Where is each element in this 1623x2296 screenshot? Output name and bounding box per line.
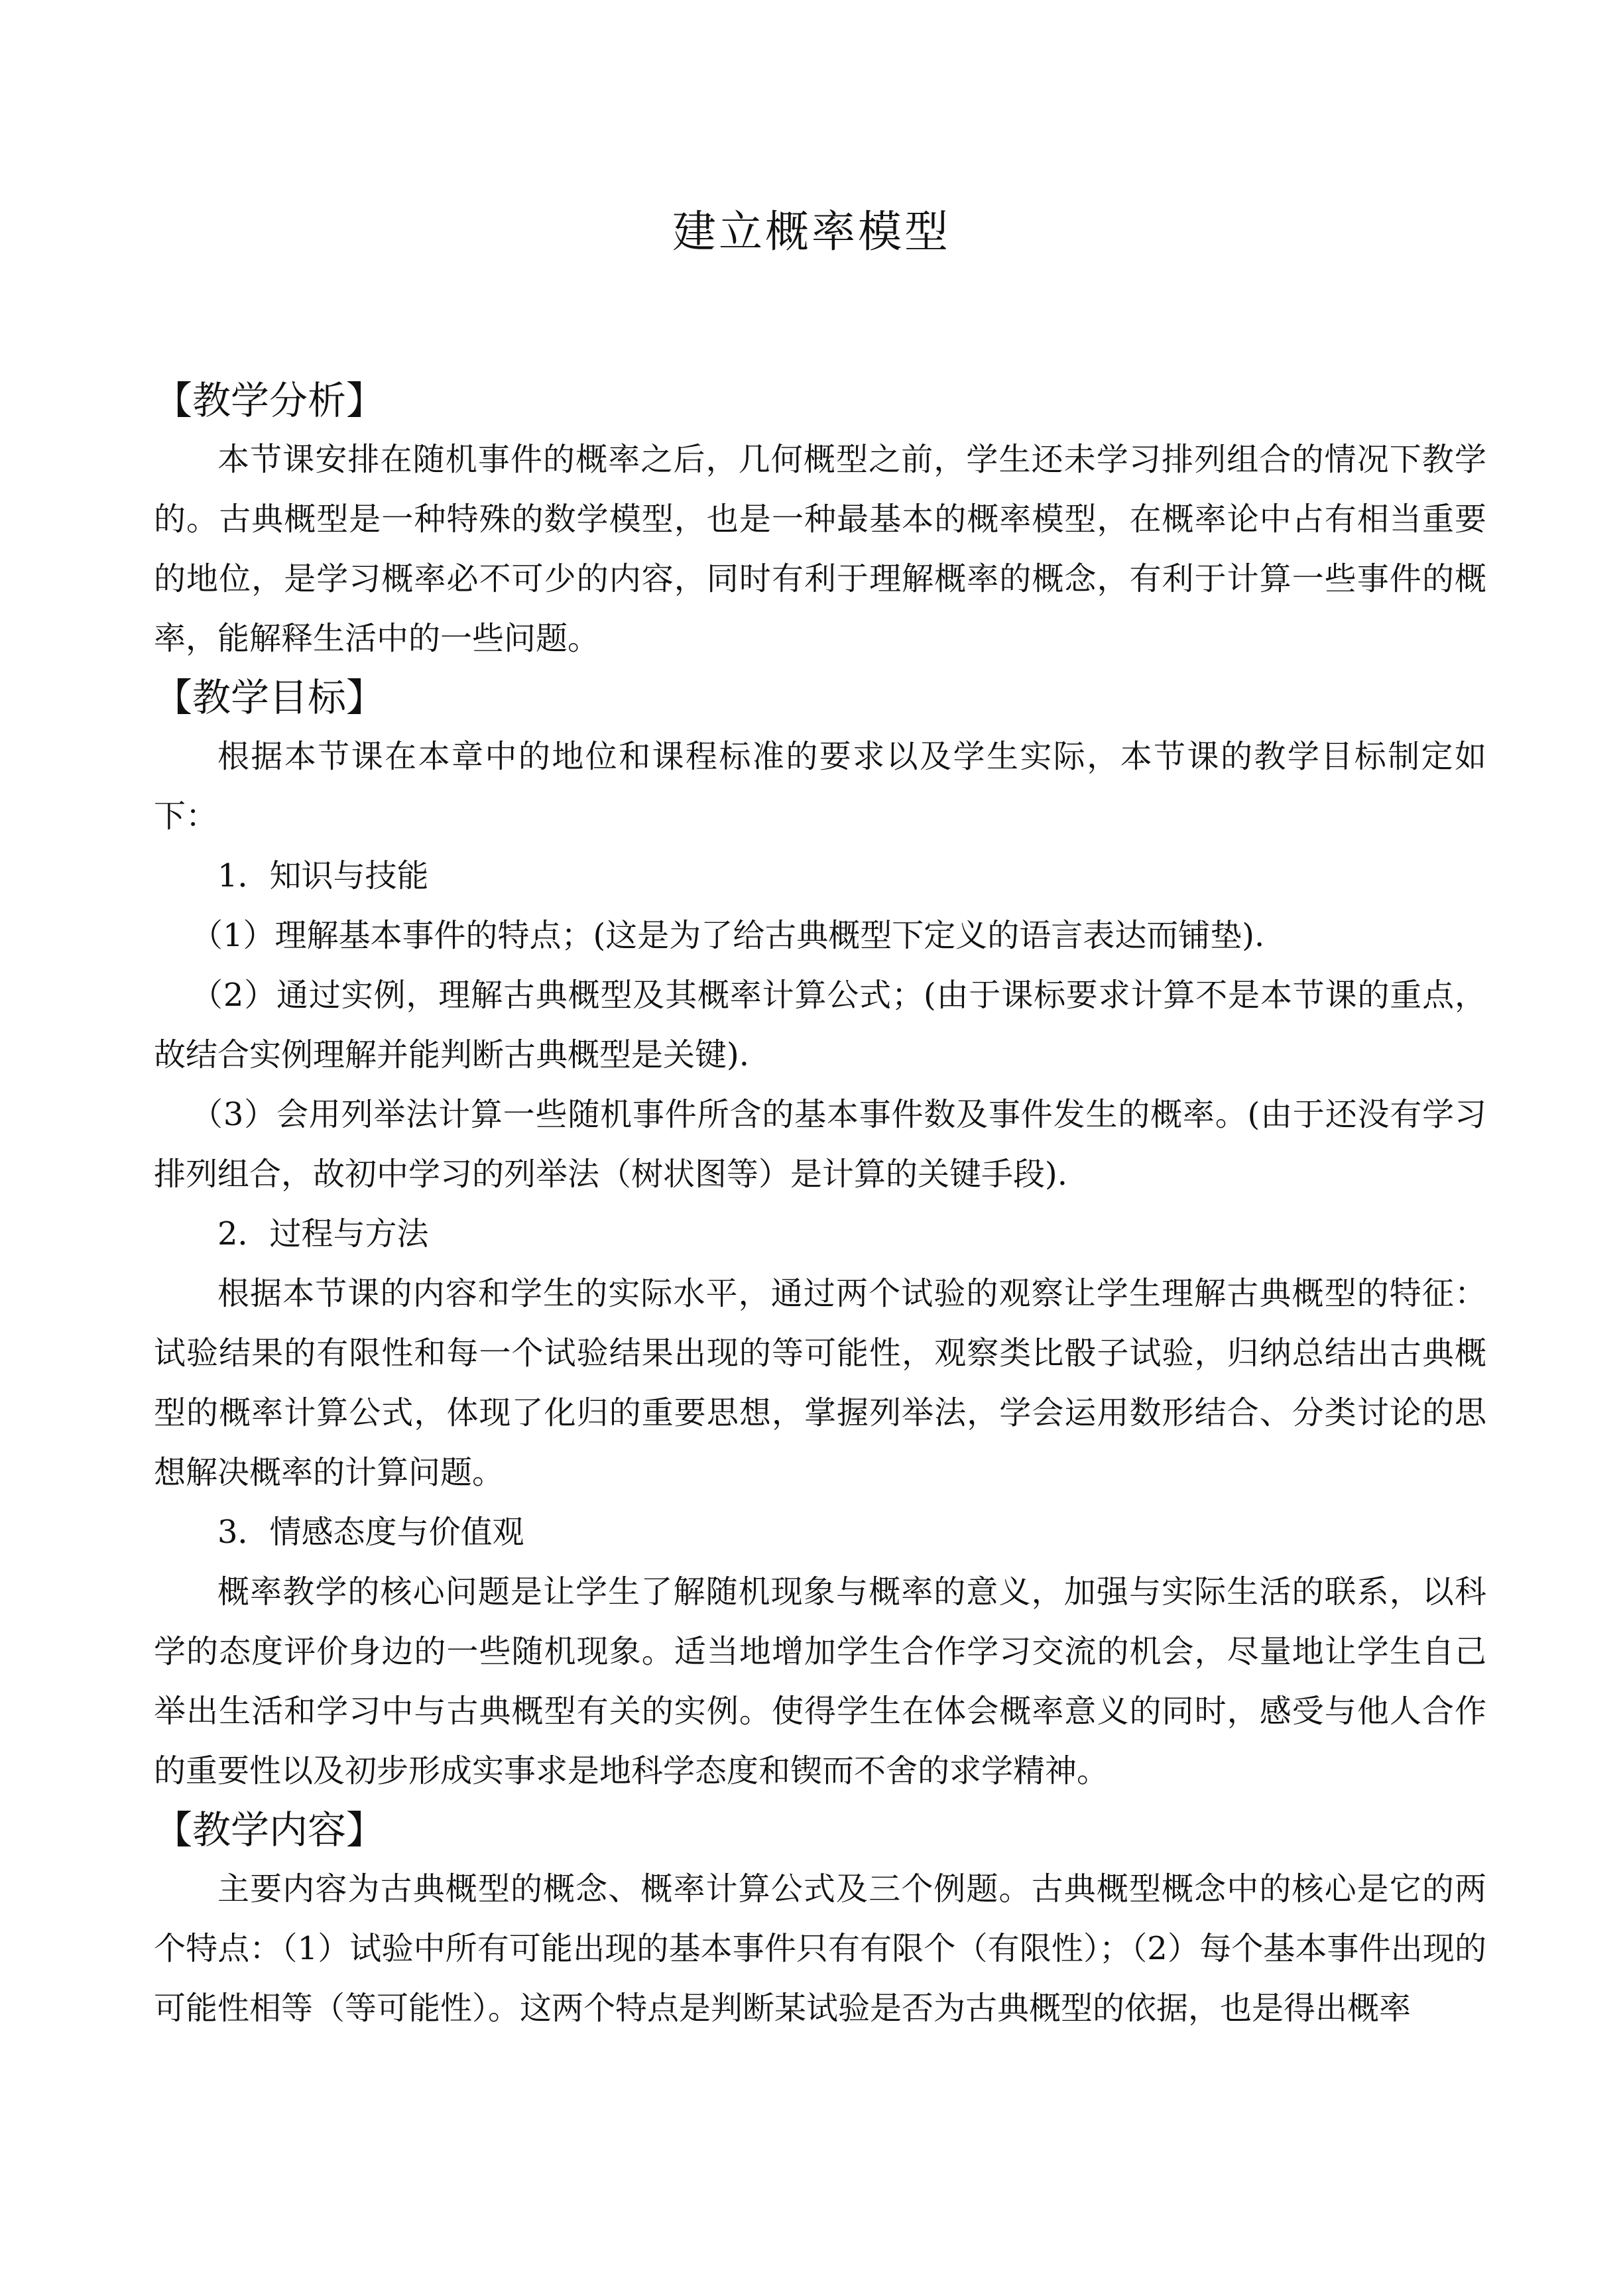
objective-item-1: （1）理解基本事件的特点；(这是为了给古典概型下定义的语言表达而铺垫). — [191, 917, 1265, 954]
subheading-attitude-values: 3．情感态度与价值观 — [217, 1514, 524, 1551]
objective-item-3: （3）会用列举法计算一些随机事件所含的基本事件数及事件发生的概率。(由于还没有学习排列组合，故初中学习的列举法（树状图等）是计算的关键手段). — [154, 1096, 1486, 1193]
section-heading-content: 【教学内容】 — [154, 1807, 385, 1852]
objective-item-2: （2）通过实例，理解古典概型及其概率计算公式；(由于课标要求计算不是本节课的重点，故结合实例理解并能判断古典概型是关键). — [154, 977, 1486, 1073]
analysis-paragraph: 本节课安排在随机事件的概率之后，几何概型之前，学生还未学习排列组合的情况下教学的。古典概型是一种特殊的数学模型，也是一种最基本的概率模型，在概率论中占有相当重要的地位，是学习概率必不可少的内容，同时有利于理解概率的概念，有利于计算一些事件的概率，能解释生活中的一些问题。 — [154, 441, 1486, 657]
attitude-values-paragraph: 概率教学的核心问题是让学生了解随机现象与概率的意义，加强与实际生活的联系，以科学的态度评价身边的一些随机现象。适当地增加学生合作学习交流的机会，尽量地让学生自己举出生活和学习中与古典概型有关的实例。使得学生在体会概率意义的同时，感受与他人合作的重要性以及初步形成实事求是地科学态度和锲而不舍的求学精神。 — [154, 1573, 1486, 1789]
process-method-paragraph: 根据本节课的内容和学生的实际水平，通过两个试验的观察让学生理解古典概型的特征：试验结果的有限性和每一个试验结果出现的等可能性，观察类比骰子试验，归纳总结出古典概型的概率计算公式，体现了化归的重要思想，掌握列举法，学会运用数形结合、分类讨论的思想解决概率的计算问题。 — [154, 1275, 1486, 1491]
document-body — [154, 371, 1486, 2038]
objectives-intro: 根据本节课在本章中的地位和课程标准的要求以及学生实际，本节课的教学目标制定如下： — [154, 738, 1486, 835]
section-heading-objectives: 【教学目标】 — [154, 675, 385, 720]
subheading-process-method: 2．过程与方法 — [217, 1215, 429, 1252]
section-heading-analysis: 【教学分析】 — [154, 378, 385, 423]
subheading-knowledge-skills: 1．知识与技能 — [217, 857, 429, 894]
page-title: 建立概率模型 — [672, 206, 951, 257]
content-paragraph: 主要内容为古典概型的概念、概率计算公式及三个例题。古典概型概念中的核心是它的两个特点：（1）试验中所有可能出现的基本事件只有有限个（有限性）；（2）每个基本事件出现的可能性相等（等可能性）。这两个特点是判断某试验是否为古典概型的依据，也是得出概率 — [154, 1870, 1486, 2027]
